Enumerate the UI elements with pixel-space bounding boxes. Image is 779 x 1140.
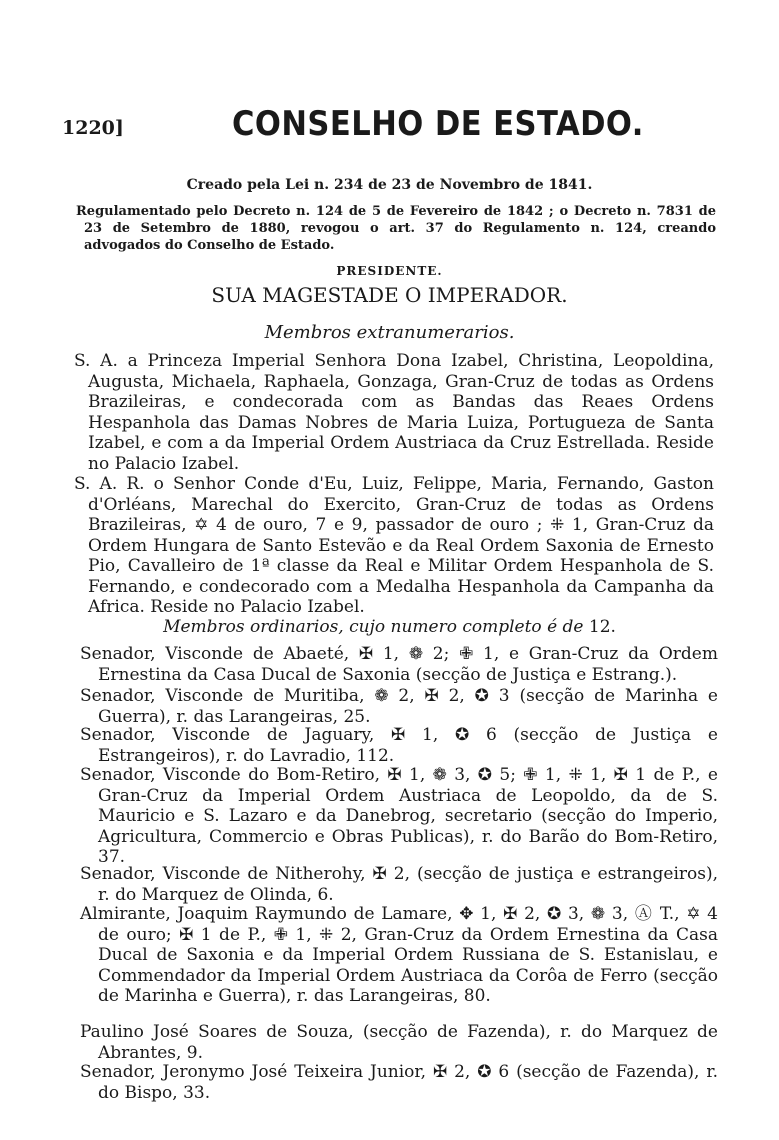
president-name: SUA MAGESTADE O IMPERADOR. <box>211 283 568 307</box>
extra-member-princess: S. A. a Princeza Imperial Senhora Dona Izabel, Christina, Leopoldina, Augusta, Michaela, Raphaela, Gonzaga, Gran-Cruz de todas as Ordens Brazileiras, e condecorada com as Bandas das Reaes Ordens Hespanhola das Damas Nobres de Maria Luiza, Portugueza de Santa Izabel, e com a da Imperial Ordem Austriaca da Cruz Estrellada. Reside no Palacio Izabel. <box>74 351 714 474</box>
ordinary-member: Paulino José Soares de Souza, (secção de Fazenda), r. do Marquez de Abrantes, 9. <box>80 1022 718 1063</box>
ordinary-member: Senador, Jeronymo José Teixeira Junior, ✠ 2, ✪ 6 (secção de Fazenda), r. do Bispo, 33. <box>80 1062 718 1103</box>
ordinary-heading-text: Membros ordinarios, cujo numero completo é de <box>163 617 584 637</box>
ordinary-member: Senador, Visconde de Nitherohy, ✠ 2, (secção de justiça e estrangeiros), r. do Marquez de Olinda, 6. <box>80 864 718 905</box>
ordinary-member: Senador, Visconde de Jaguary, ✠ 1, ✪ 6 (secção de Justiça e Estrangeiros), r. do Lavradio, 112. <box>80 725 718 766</box>
ordinary-member: Senador, Visconde de Muritiba, ❁ 2, ✠ 2, ✪ 3 (secção de Marinha e Guerra), r. das Larangeiras, 25. <box>80 686 718 727</box>
president-label: PRESIDENTE. <box>336 264 443 278</box>
ordinary-member: Senador, Visconde de Abaeté, ✠ 1, ❁ 2; ✙ 1, e Gran-Cruz da Ordem Ernestina da Casa Ducal de Saxonia (secção de Justiça e Estrang.). <box>80 644 718 685</box>
page-title: CONSELHO DE ESTADO. <box>232 104 644 144</box>
ordinary-member: Almirante, Joaquim Raymundo de Lamare, ✥ 1, ✠ 2, ✪ 3, ❁ 3, Ⓐ T., ✡ 4 de ouro; ✠ 1 de P., ✙ 1, ⁜ 2, Gran-Cruz da Ordem Ernestina da Casa Ducal de Saxonia e da Imperial Ordem Russiana de S. Estanislau, e Commendador da Imperial Ordem Austriaca da Corôa de Ferro (secção de Marinha e Guerra), r. das Larangeiras, 80. <box>80 904 718 1006</box>
regulation-note: Regulamentado pelo Decreto n. 124 de 5 de Fevereiro de 1842 ; o Decreto n. 7831 de 23 de Setembro de 1880, revogou o art. 37 do Regulamento n. 124, creando advogados do Conselho de Estado. <box>76 204 716 253</box>
ordinary-count: 12. <box>588 617 616 637</box>
ordinary-member: Senador, Visconde do Bom-Retiro, ✠ 1, ❁ 3, ✪ 5; ✙ 1, ⁜ 1, ✠ 1 de P., e Gran-Cruz da Imperial Ordem Austriaca de Leopoldo, da de S. Mauricio e S. Lazaro e da Danebrog, secretario (secção do Imperio, Agricultura, Commercio e Obras Publicas), r. do Barão do Bom-Retiro, 37. <box>80 765 718 867</box>
extra-member-count-deu: S. A. R. o Senhor Conde d'Eu, Luiz, Felippe, Maria, Fernando, Gaston d'Orléans, Marechal do Exercito, Gran-Cruz de todas as Ordens Brazileiras, ✡ 4 de ouro, 7 e 9, passador de ouro ; ⁜ 1, Gran-Cruz da Ordem Hungara de Santo Estevão e da Real Ordem Saxonia de Ernesto Pio, Cavalleiro de 1ª classe da Real e Militar Ordem Hespanhola de S. Fernando, e condecorado com a Medalha Hespanhola da Campanha da Africa. Reside no Palacio Izabel. <box>74 474 714 617</box>
extra-members-heading: Membros extranumerarios. <box>264 322 515 343</box>
page-number: 1220] <box>62 117 124 139</box>
creation-note: Creado pela Lei n. 234 de 23 de Novembro de 1841. <box>186 177 593 193</box>
ordinary-members-heading <box>0 617 779 637</box>
